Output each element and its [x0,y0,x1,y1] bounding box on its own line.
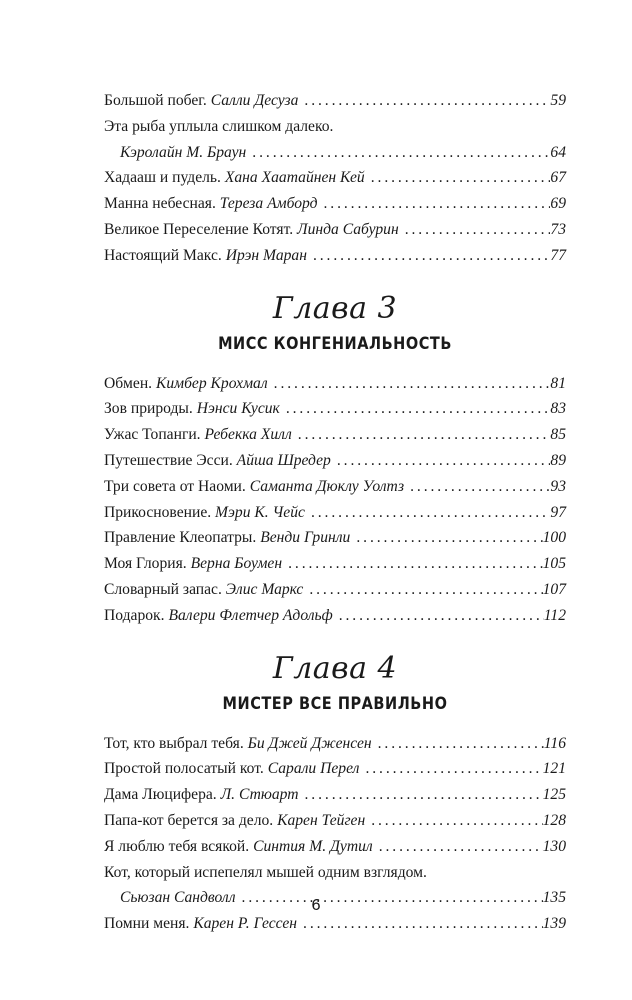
entry-author: Ребекка Хилл [204,426,292,444]
toc-entry [104,396,566,422]
entry-page: 139 [542,915,566,933]
leader-dots [280,396,551,422]
entry-author: Хана Хаатайнен Кей [224,169,365,187]
entry-title: Эта рыба уплыла слишком далеко. [104,117,334,135]
toc-entry [104,474,566,500]
entry-page: 100 [542,529,566,547]
entry-title: Я люблю тебя всякой. [104,837,250,855]
entry-title: Тот, кто выбрал тебя. [104,734,244,752]
leader-dots [399,217,551,243]
toc-entry [104,243,566,269]
entry-title: Помни меня. [104,915,190,933]
entry-page: 77 [550,246,566,264]
entry-page: 121 [542,760,566,778]
entry-author: Ирэн Маран [225,246,307,264]
entry-title: Прикосновение. [104,503,212,521]
entry-title: Словарный запас. [104,580,222,598]
entry-author: Линда Сабурин [297,220,399,238]
entry-author: Карен Тейген [277,811,366,829]
entry-author: Саманта Дюклу Уолтз [249,477,405,495]
toc-entry [104,448,566,474]
entry-page: 83 [550,400,566,418]
leader-dots [333,603,544,629]
entry-title: Настоящий Макс. [104,246,222,264]
chapter-title: МИСТЕР ВСЕ ПРАВИЛЬНО [222,693,448,713]
entry-page: 135 [542,889,566,907]
toc-entry [104,217,566,243]
entry-author: Тереза Амборд [219,195,318,213]
toc-entry [104,191,566,217]
leader-dots [331,448,551,474]
entry-author: Би Джей Дженсен [247,734,372,752]
toc-entry [104,525,566,551]
entry-page: 112 [543,606,566,624]
entry-page: 130 [542,837,566,855]
entry-title: Три совета от Наоми. [104,477,246,495]
entry-author: Айша Шредер [236,451,331,469]
leader-dots [365,165,551,191]
entry-title: Зов природы. [104,400,193,418]
entry-page: 64 [550,143,566,161]
entry-author: Венди Гринли [260,529,351,547]
chapter-label: Глава 3 [272,290,398,326]
entry-author: Верна Боумен [190,555,283,573]
entry-title: Хадааш и пудель. [104,169,221,187]
leader-dots [282,551,543,577]
toc-entry [104,577,566,603]
toc-entry [104,500,566,526]
entry-author: Кимбер Крохмал [155,374,268,392]
leader-dots [373,834,543,860]
entry-author: Сарали Перел [267,760,360,778]
toc-entry [104,88,566,114]
entry-title: Манна небесная. [104,195,216,213]
entry-title: Папа-кот берется за дело. [104,811,274,829]
leader-dots [305,500,550,526]
page-number: 6 [311,896,321,914]
toc-entry [104,165,566,191]
entry-author: Сьюзан Сандволл [120,889,236,907]
toc-list-chapter-3 [104,371,566,629]
entry-author: Синтия М. Дутил [253,837,373,855]
toc-list-top [104,88,566,269]
leader-dots [303,577,542,603]
entry-title: Кот, который испепелял мышей одним взглядом. [104,863,427,881]
entry-author: Салли Десуза [210,92,299,109]
toc-entry [104,371,566,397]
entry-title: Ужас Топанги. [104,426,201,444]
entry-page: 73 [550,220,566,238]
entry-title: Правление Клеопатры. [104,529,257,547]
entry-author: Элис Маркс [225,580,304,598]
leader-dots [404,474,550,500]
leader-dots [307,243,550,269]
leader-dots [292,422,551,448]
entry-title: Простой полосатый кот. [104,760,264,778]
leader-dots [350,525,542,551]
entry-title: Путешествие Эсси. [104,451,233,469]
entry-author: Карен Р. Гессен [193,915,298,933]
chapter-title: МИСС КОНГЕНИАЛЬНОСТЬ [218,333,452,353]
entry-title: Дама Люцифера. [104,786,217,804]
toc-entry [104,911,566,937]
entry-page: 105 [542,555,566,573]
entry-page: 93 [550,477,566,495]
entry-page: 85 [550,426,566,444]
toc-entry [104,756,566,782]
leader-dots [372,731,544,757]
entry-author: Л. Стюарт [220,786,299,804]
toc-entry [104,551,566,577]
chapter-4-heading [104,651,566,715]
entry-author: Мэри К. Чейс [215,503,305,521]
leader-dots [268,371,551,397]
entry-title: Подарок. [104,606,165,624]
leader-dots [298,88,550,114]
entry-page: 69 [550,195,566,213]
leader-dots [246,140,550,166]
entry-author: Кэролайн М. Браун [120,143,247,161]
leader-dots [297,911,543,937]
toc-entry [104,782,566,808]
entry-page: 128 [542,811,566,829]
entry-page: 107 [542,580,566,598]
entry-page: 59 [550,92,566,109]
leader-dots [365,808,542,834]
entry-page: 81 [550,374,566,392]
leader-dots [299,782,543,808]
toc-entry [104,114,566,166]
toc-entry [104,603,566,629]
entry-page: 116 [543,734,566,752]
chapter-label: Глава 4 [272,650,398,686]
entry-page: 125 [542,786,566,804]
entry-page: 67 [550,169,566,187]
entry-page: 89 [550,451,566,469]
entry-author: Нэнси Кусик [196,400,280,418]
toc-entry [104,731,566,757]
entry-page: 97 [550,503,566,521]
entry-title: Большой побег. [104,92,207,109]
entry-title: Великое Переселение Котят. [104,220,294,238]
entry-title: Обмен. [104,374,153,392]
table-of-contents [104,88,566,937]
toc-entry [104,422,566,448]
leader-dots [359,756,542,782]
leader-dots [317,191,550,217]
entry-author: Валери Флетчер Адольф [168,606,333,624]
toc-entry [104,834,566,860]
toc-entry [104,808,566,834]
chapter-3-heading [104,291,566,355]
entry-title: Моя Глория. [104,555,187,573]
